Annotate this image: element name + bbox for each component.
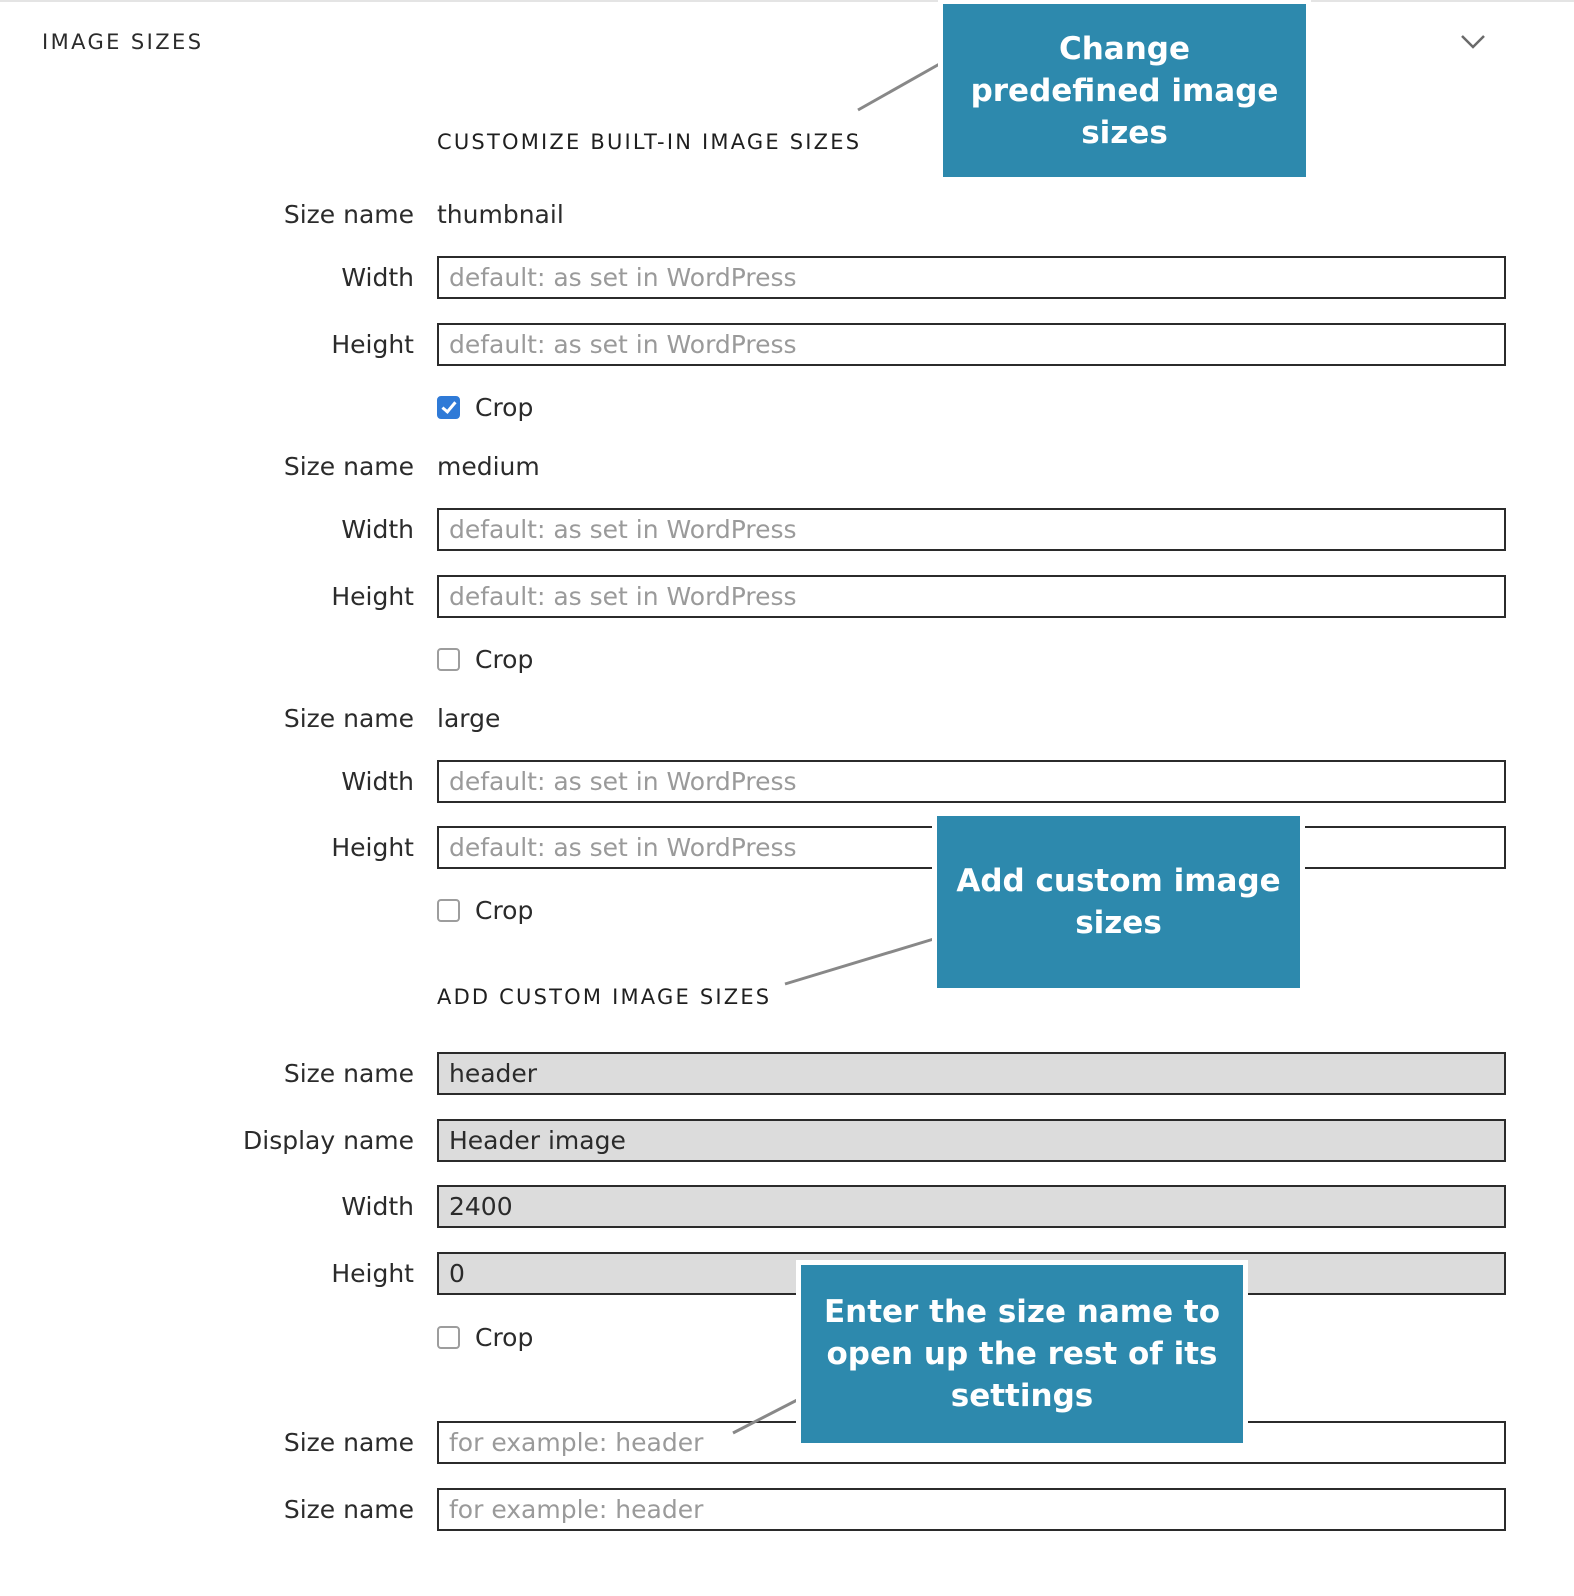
size-name-label: Size name xyxy=(283,1428,414,1457)
section-title: IMAGE SIZES xyxy=(42,30,204,54)
size-name-value-thumbnail: thumbnail xyxy=(437,200,564,229)
callout-predefined: Change predefined image sizes xyxy=(943,4,1306,177)
width-label: Width xyxy=(341,263,414,292)
crop-label: Crop xyxy=(475,645,534,674)
width-label: Width xyxy=(341,1192,414,1221)
size-name-label: Size name xyxy=(283,452,414,481)
size-name-label: Size name xyxy=(283,1059,414,1088)
width-label: Width xyxy=(341,515,414,544)
callout-enter-name: Enter the size name to open up the rest of its settings xyxy=(801,1265,1243,1443)
width-label: Width xyxy=(341,767,414,796)
crop-label: Crop xyxy=(475,1323,534,1352)
size-name-value-large: large xyxy=(437,704,501,733)
leader-line-custom xyxy=(785,938,937,984)
crop-label: Crop xyxy=(475,393,534,422)
leader-line-predefined xyxy=(858,62,943,110)
crop-label: Crop xyxy=(475,896,534,925)
custom-heading: ADD CUSTOM IMAGE SIZES xyxy=(437,985,772,1009)
height-label: Height xyxy=(331,833,414,862)
size-name-value-medium: medium xyxy=(437,452,540,481)
height-label: Height xyxy=(331,1259,414,1288)
size-name-label: Size name xyxy=(283,1495,414,1524)
height-label: Height xyxy=(331,582,414,611)
leader-line-enter-name xyxy=(733,1398,801,1433)
height-label: Height xyxy=(331,330,414,359)
size-name-label: Size name xyxy=(283,704,414,733)
size-name-label: Size name xyxy=(283,200,414,229)
builtin-heading: CUSTOMIZE BUILT-IN IMAGE SIZES xyxy=(437,130,862,154)
callout-custom: Add custom image sizes xyxy=(937,816,1300,988)
display-name-label: Display name xyxy=(243,1126,414,1155)
